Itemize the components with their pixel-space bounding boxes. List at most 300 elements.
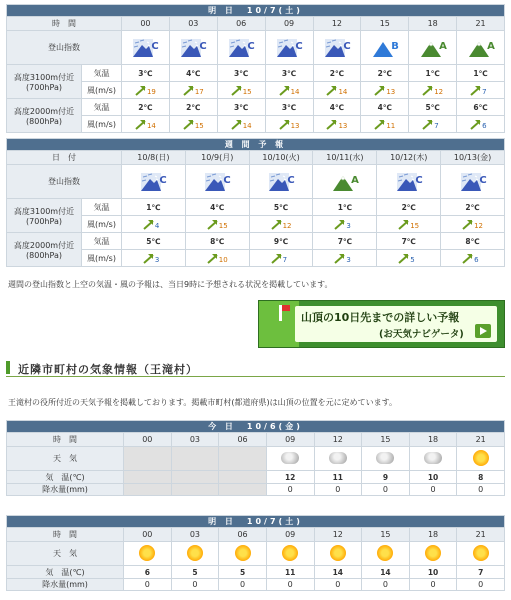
sunny-icon [282, 545, 298, 561]
mountain-grade-c-icon [178, 37, 208, 59]
wind-cell [441, 216, 505, 233]
svg-text:C: C [223, 174, 231, 186]
wind-label: 風(m/s) [82, 250, 122, 267]
svg-text:C: C [151, 40, 160, 52]
pressure-text: (800hPa) [26, 116, 62, 126]
wind-label: 風(m/s) [82, 116, 122, 133]
mountain-grade-a-icon [466, 37, 496, 59]
wind-arrow-icon [397, 253, 410, 264]
alt2-label [7, 233, 82, 267]
wind-arrow-icon [469, 85, 482, 96]
weather-cell [314, 447, 362, 471]
precip-cell: 0 [219, 579, 267, 591]
village-weather-tomorrow [6, 515, 505, 591]
index-cell [313, 31, 361, 65]
wind-speed: 6 [474, 255, 479, 264]
temp-cell: 10 [409, 471, 457, 484]
index-cell [249, 165, 313, 199]
temp-cell: 12 [266, 471, 314, 484]
temp-cell: 6 [124, 566, 172, 579]
temp-cell: 5℃ [249, 199, 313, 216]
time-label: 時 間 [7, 528, 124, 542]
wind-cell [169, 82, 217, 99]
date-cell: 10/10(火) [249, 151, 313, 165]
wind-speed: 4 [154, 221, 160, 230]
alt2-temp-row [7, 233, 505, 250]
climbing-index-row [7, 165, 505, 199]
hour-cell: 21 [457, 528, 505, 542]
wind-cell [169, 116, 217, 133]
mountain-grade-c-icon [274, 37, 304, 59]
section-title: 近隣市町村の気象情報（王滝村） [18, 363, 198, 376]
temp-cell: 1℃ [122, 199, 186, 216]
weather-cell [171, 542, 219, 566]
temp-cell: 8℃ [441, 233, 505, 250]
index-cell [441, 165, 505, 199]
wind-cell [313, 216, 377, 233]
village-weather-today [6, 420, 505, 496]
mountain-grade-a-icon [418, 37, 448, 59]
svg-text:C: C [478, 174, 487, 186]
temp-cell: 1℃ [457, 65, 505, 82]
altitude-text: 高度2000m付近 [13, 106, 75, 116]
time-label: 時 間 [7, 433, 124, 447]
wind-arrow-icon [373, 85, 386, 96]
date-cell: 10/13(金) [441, 151, 505, 165]
temp-cell: 4℃ [313, 99, 361, 116]
temp-cell: 7℃ [313, 233, 377, 250]
wind-cell [185, 250, 249, 267]
wind-cell [217, 82, 265, 99]
altitude-text: 高度3100m付近 [13, 206, 75, 216]
svg-text:A: A [351, 174, 359, 186]
index-cell [185, 165, 249, 199]
wind-arrow-icon [461, 253, 474, 264]
mountain-forecast-tomorrow [6, 4, 505, 133]
temp-cell [124, 471, 172, 484]
precip-cell: 0 [314, 484, 362, 496]
wind-cell [122, 250, 186, 267]
date-label: 日 付 [7, 151, 122, 165]
wind-arrow-icon [278, 119, 291, 130]
wind-speed: 13 [290, 121, 300, 130]
wind-speed: 7 [482, 87, 487, 96]
wind-arrow-icon [270, 253, 283, 264]
index-cell [361, 31, 409, 65]
temp-cell: 11 [314, 471, 362, 484]
sunny-icon [473, 545, 489, 561]
wind-arrow-icon [333, 219, 346, 230]
cloudy-icon [281, 452, 299, 464]
precip-cell: 0 [362, 484, 410, 496]
temp-cell: 5℃ [409, 99, 457, 116]
pressure-text: (700hPa) [26, 216, 62, 226]
temp-cell: 3℃ [122, 65, 170, 82]
mountain-grade-c-icon [130, 37, 160, 59]
wind-cell [122, 82, 170, 99]
hour-cell: 00 [122, 17, 170, 31]
weather-cell [124, 447, 172, 471]
wind-cell [122, 216, 186, 233]
hour-cell: 18 [409, 433, 457, 447]
temp-cell: 7℃ [377, 233, 441, 250]
area-note: 王滝村の役所付近の天気予報を掲載しております。掲載市町村(都道府県)は山頂の位置を元に定めています。 [8, 398, 397, 407]
weather-cell [409, 447, 457, 471]
sunny-icon [377, 545, 393, 561]
cloudy-icon [329, 452, 347, 464]
wind-arrow-icon [206, 253, 219, 264]
mountain-grade-c-icon [266, 171, 296, 193]
wind-arrow-icon [230, 85, 243, 96]
hour-cell: 18 [409, 528, 457, 542]
weather-cell [171, 447, 219, 471]
date-cell: 10/11(水) [313, 151, 377, 165]
sunny-icon [473, 450, 489, 466]
climbing-index-row [7, 31, 505, 65]
index-cell [169, 31, 217, 65]
weekly-forecast [6, 138, 505, 267]
wind-arrow-icon [421, 85, 434, 96]
wind-label: 風(m/s) [82, 82, 122, 99]
wind-speed: 5 [410, 255, 415, 264]
temp-cell: 8 [457, 471, 505, 484]
precip-cell: 0 [362, 579, 410, 591]
precip-cell [124, 484, 172, 496]
wind-arrow-icon [142, 253, 155, 264]
hour-cell: 15 [361, 17, 409, 31]
index-cell [409, 31, 457, 65]
alt2-wind-row [7, 116, 505, 133]
date-row [7, 151, 505, 165]
temp-cell: 2℃ [377, 199, 441, 216]
temp-cell: 11 [266, 566, 314, 579]
weather-cell [409, 542, 457, 566]
precip-cell: 0 [124, 579, 172, 591]
wind-speed: 6 [482, 121, 487, 130]
temp-cell: 7 [457, 566, 505, 579]
temp-cell: 3℃ [217, 65, 265, 82]
weather-cell [124, 542, 172, 566]
time-row [7, 433, 505, 447]
pressure-text: (800hPa) [26, 250, 62, 260]
mountain-grade-c-icon [202, 171, 232, 193]
index-cell [122, 31, 170, 65]
wind-speed: 11 [386, 121, 396, 130]
temp-cell [171, 471, 219, 484]
precip-cell: 0 [457, 484, 505, 496]
wind-arrow-icon [230, 119, 243, 130]
svg-text:B: B [391, 40, 399, 52]
temp-cell [219, 471, 267, 484]
wind-arrow-icon [142, 219, 155, 230]
temp-cell: 2℃ [313, 65, 361, 82]
wind-speed: 3 [346, 221, 351, 230]
temp-cell: 5 [171, 566, 219, 579]
wind-speed: 3 [154, 255, 160, 264]
temp-label: 気温 [82, 65, 122, 82]
wind-arrow-icon [469, 119, 482, 130]
time-row [7, 528, 505, 542]
detailed-forecast-banner[interactable] [258, 300, 505, 348]
temp-cell: 3℃ [265, 99, 313, 116]
temp-cell: 5 [219, 566, 267, 579]
altitude-text: 高度2000m付近 [13, 240, 75, 250]
svg-text:A: A [486, 40, 495, 52]
temp-cell: 5℃ [122, 233, 186, 250]
temp-label: 気 温(℃) [7, 566, 124, 579]
index-cell [122, 165, 186, 199]
precip-cell: 0 [409, 579, 457, 591]
weather-label: 天 気 [7, 542, 124, 566]
svg-text:C: C [159, 174, 168, 186]
wind-arrow-icon [134, 85, 147, 96]
precip-label: 降水量(mm) [7, 579, 124, 591]
climbing-index-label: 登山指数 [7, 31, 122, 65]
wind-speed: 3 [346, 255, 351, 264]
wind-speed: 15 [218, 221, 228, 230]
hour-cell: 21 [457, 17, 505, 31]
wind-arrow-icon [373, 119, 386, 130]
table-title: 今 日 10/6(金) [7, 421, 505, 433]
weather-label: 天 気 [7, 447, 124, 471]
wind-cell [457, 82, 505, 99]
temp-cell: 14 [314, 566, 362, 579]
wind-arrow-icon [461, 219, 474, 230]
mountain-grade-c-icon [394, 171, 424, 193]
precip-row [7, 484, 505, 496]
alt1-temp-row [7, 65, 505, 82]
wind-cell [441, 250, 505, 267]
banner-subtitle: (お天気ナビゲータ) [379, 329, 464, 340]
wind-cell [361, 82, 409, 99]
wind-speed: 13 [338, 121, 348, 130]
hour-cell: 00 [124, 433, 172, 447]
precip-cell: 0 [171, 579, 219, 591]
section-bar-icon [6, 361, 10, 374]
temp-label: 気温 [82, 199, 122, 216]
weather-cell [362, 447, 410, 471]
alt2-temp-row [7, 99, 505, 116]
wind-speed: 7 [434, 121, 439, 130]
wind-speed: 15 [194, 121, 204, 130]
wind-cell [409, 116, 457, 133]
wind-cell [361, 116, 409, 133]
hour-cell: 06 [219, 433, 267, 447]
alt1-label [7, 65, 82, 99]
wind-cell [122, 116, 170, 133]
wind-cell [265, 82, 313, 99]
weather-cell [266, 542, 314, 566]
hour-cell: 03 [171, 528, 219, 542]
hour-cell: 12 [313, 17, 361, 31]
sunny-icon [235, 545, 251, 561]
date-cell: 10/9(月) [185, 151, 249, 165]
wind-cell [377, 250, 441, 267]
svg-text:C: C [247, 40, 255, 52]
temp-cell: 2℃ [122, 99, 170, 116]
svg-text:C: C [415, 174, 423, 186]
temp-cell: 3℃ [265, 65, 313, 82]
index-cell [313, 165, 377, 199]
wind-cell [217, 116, 265, 133]
index-cell [377, 165, 441, 199]
table-title: 明 日 10/7(土) [7, 5, 505, 17]
wind-speed: 12 [474, 221, 483, 230]
svg-text:A: A [438, 40, 447, 52]
table-title: 明 日 10/7(土) [7, 516, 505, 528]
sunny-icon [139, 545, 155, 561]
wind-cell [249, 250, 313, 267]
mountain-grade-c-icon [138, 171, 168, 193]
wind-arrow-icon [182, 119, 195, 130]
hour-cell: 06 [217, 17, 265, 31]
temp-cell: 8℃ [185, 233, 249, 250]
alt2-label [7, 99, 82, 133]
wind-arrow-icon [421, 119, 434, 130]
sunny-icon [187, 545, 203, 561]
weather-cell [219, 447, 267, 471]
pressure-text: (700hPa) [26, 82, 62, 92]
hour-cell: 15 [362, 528, 410, 542]
svg-text:C: C [287, 174, 295, 186]
precip-cell [171, 484, 219, 496]
hour-cell: 15 [362, 433, 410, 447]
hour-cell: 06 [219, 528, 267, 542]
temp-cell: 4℃ [169, 65, 217, 82]
wind-speed: 13 [386, 87, 396, 96]
temp-cell: 1℃ [409, 65, 457, 82]
temp-cell: 2℃ [441, 199, 505, 216]
wind-speed: 15 [242, 87, 252, 96]
temp-cell: 6℃ [457, 99, 505, 116]
alt1-wind-row [7, 82, 505, 99]
wind-cell [409, 82, 457, 99]
temp-cell: 1℃ [313, 199, 377, 216]
hour-cell: 12 [314, 528, 362, 542]
banner-title: 山頂の10日先までの詳しい予報 [301, 311, 460, 324]
alt1-wind-row [7, 216, 505, 233]
wind-speed: 19 [146, 87, 156, 96]
mountain-grade-c-icon [226, 37, 256, 59]
hour-cell: 03 [171, 433, 219, 447]
banner-panel [295, 306, 497, 342]
temp-cell: 2℃ [361, 65, 409, 82]
weather-row [7, 447, 505, 471]
date-cell: 10/12(木) [377, 151, 441, 165]
wind-speed: 12 [434, 87, 444, 96]
wind-arrow-icon [325, 85, 338, 96]
wind-label: 風(m/s) [82, 216, 122, 233]
wind-cell [265, 116, 313, 133]
wind-speed: 14 [338, 87, 348, 96]
temp-row [7, 471, 505, 484]
hour-cell: 09 [266, 528, 314, 542]
time-row [7, 17, 505, 31]
precip-cell: 0 [266, 579, 314, 591]
wind-cell [457, 116, 505, 133]
wind-cell [185, 216, 249, 233]
hour-cell: 12 [314, 433, 362, 447]
temp-label: 気 温(℃) [7, 471, 124, 484]
temp-cell: 3℃ [217, 99, 265, 116]
mountain-grade-a-icon [330, 171, 360, 193]
temp-label: 気温 [82, 99, 122, 116]
wind-arrow-icon [182, 85, 195, 96]
temp-cell: 2℃ [169, 99, 217, 116]
temp-cell: 4℃ [361, 99, 409, 116]
flag-icon [282, 305, 290, 311]
table-title: 週 間 予 報 [7, 139, 505, 151]
temp-row [7, 566, 505, 579]
wind-arrow-icon [333, 253, 346, 264]
weather-cell [457, 542, 505, 566]
sunny-icon [330, 545, 346, 561]
wind-cell [313, 250, 377, 267]
wind-speed: 14 [146, 121, 156, 130]
sunny-icon [425, 545, 441, 561]
hour-cell: 00 [124, 528, 172, 542]
wind-speed: 10 [218, 255, 228, 264]
mountain-grade-c-icon [322, 37, 352, 59]
climbing-index-label: 登山指数 [7, 165, 122, 199]
date-cell: 10/8(日) [122, 151, 186, 165]
wind-arrow-icon [325, 119, 338, 130]
wind-arrow-icon [278, 85, 291, 96]
wind-speed: 7 [282, 255, 288, 264]
hour-cell: 21 [457, 433, 505, 447]
weather-cell [362, 542, 410, 566]
wind-speed: 14 [290, 87, 300, 96]
precip-cell [219, 484, 267, 496]
play-arrow-icon[interactable] [475, 324, 491, 338]
precip-cell: 0 [457, 579, 505, 591]
temp-label: 気温 [82, 233, 122, 250]
wind-speed: 17 [194, 87, 204, 96]
precip-row [7, 579, 505, 591]
wind-arrow-icon [270, 219, 283, 230]
hour-cell: 03 [169, 17, 217, 31]
temp-cell: 9℃ [249, 233, 313, 250]
wind-arrow-icon [206, 219, 219, 230]
wind-arrow-icon [397, 219, 410, 230]
weather-cell [314, 542, 362, 566]
mountain-grade-b-icon [370, 37, 400, 59]
wind-speed: 12 [282, 221, 292, 230]
wind-arrow-icon [134, 119, 147, 130]
weather-row [7, 542, 505, 566]
wind-speed: 14 [242, 121, 252, 130]
temp-cell: 9 [362, 471, 410, 484]
temp-cell: 4℃ [185, 199, 249, 216]
cloudy-icon [376, 452, 394, 464]
index-cell [217, 31, 265, 65]
altitude-text: 高度3100m付近 [13, 72, 75, 82]
cloudy-icon [424, 452, 442, 464]
hour-cell: 09 [266, 433, 314, 447]
time-label: 時 間 [7, 17, 122, 31]
weather-cell [266, 447, 314, 471]
svg-text:C: C [343, 40, 351, 52]
wind-cell [313, 82, 361, 99]
index-cell [265, 31, 313, 65]
wind-cell [377, 216, 441, 233]
alt1-label [7, 199, 82, 233]
index-cell [457, 31, 505, 65]
temp-cell: 14 [362, 566, 410, 579]
precip-cell: 0 [314, 579, 362, 591]
precip-cell: 0 [266, 484, 314, 496]
alt2-wind-row [7, 250, 505, 267]
